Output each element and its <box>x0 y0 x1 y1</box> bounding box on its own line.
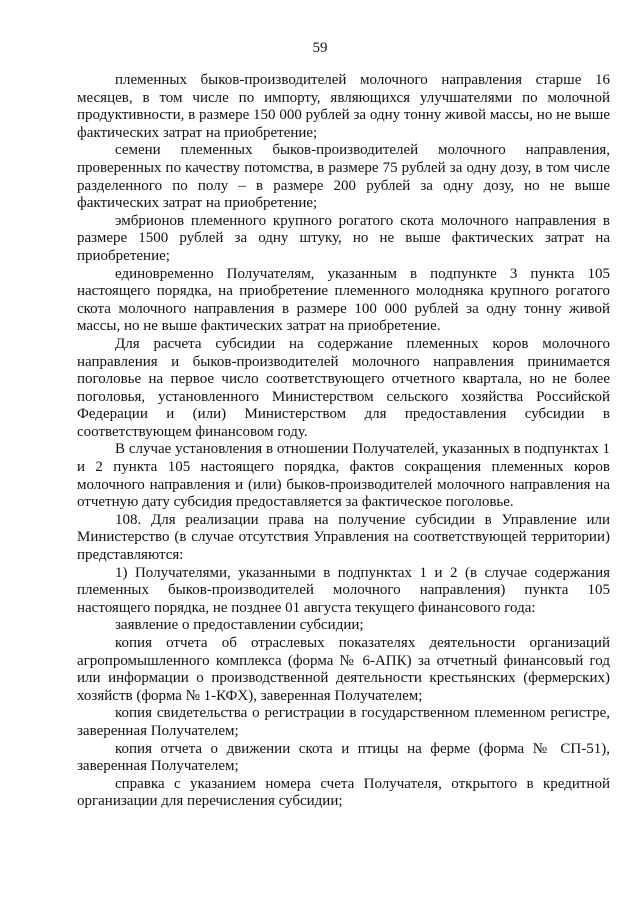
paragraph-livestock-reduction: В случае установления в отношении Получателей, указанных в подпунктах 1 и 2 пункта 105 настоящего порядка, фактов сокращения племенных коров молочного направления и (или) быков-производителей молочного направления на отчетную дату субсидия предоставляется за фактическое поголовье. <box>77 441 610 511</box>
paragraph-application: заявление о предоставлении субсидии; <box>115 617 364 634</box>
paragraph-young-stock-purchase: единовременно Получателям, указанным в подпункте 3 пункта 105 настоящего порядка, на приобретение племенного молодняка крупного рогатого скота молочного направления в размере 100 000 рублей за одну тонну живой массы, но не выше фактических затрат на приобретение. <box>77 265 610 335</box>
paragraph-item-1: 1) Получателями, указанными в подпунктах 1 и 2 (в случае содержания племенных быков-производителей молочного направления) пункта 105 настоящего порядка, не позднее 01 августа текущего финансового года: <box>77 564 610 616</box>
paragraph-section-108: 108. Для реализации права на получение субсидии в Управление или Министерство (в случае отсутствия Управления на соответствующей территории) представляются: <box>77 511 610 564</box>
paragraph-embryos-purchase: эмбрионов племенного крупного рогатого скота молочного направления в размере 1500 рублей за одну штуку, но не выше фактических затрат на приобретение; <box>77 212 610 264</box>
paragraph-bank-account-statement: справка с указанием номера счета Получателя, открытого в кредитной организации для перечисления субсидии; <box>77 775 610 810</box>
paragraph-livestock-movement-report: копия отчета о движении скота и птицы на ферме (форма № СП-51), заверенная Получателем; <box>77 740 610 775</box>
paragraph-registry-certificate: копия свидетельства о регистрации в государственном племенном регистре, заверенная Получателем; <box>77 705 610 739</box>
page-number: 59 <box>312 40 328 56</box>
paragraph-bulls-purchase: племенных быков-производителей молочного направления старше 16 месяцев, в том числе по импорту, являющихся улучшателями по молочной продуктивности, в размере 150 000 рублей за одну тонну живой массы, но не выше фактических затрат на приобретение; <box>77 72 610 141</box>
paragraph-semen-purchase: семени племенных быков-производителей молочного направления, проверенных по качеству потомства, в размере 75 рублей за одну дозу, в том числе разделенного по полу – в размере 200 рублей за одну дозу, но не выше фактических затрат на приобретение; <box>77 142 610 212</box>
paragraph-report-copy: копия отчета об отраслевых показателях деятельности организаций агропромышленного комплекса (форма № 6-АПК) за отчетный финансовый год или информации о производственной деятельности крестьянских (фермерских) хозяйств (форма № 1-КФХ), заверенная Получателем; <box>77 635 610 704</box>
paragraph-subsidy-calculation: Для расчета субсидии на содержание племенных коров молочного направления и быков-производителей молочного направления принимается поголовье на первое число соответствующего отчетного квартала, но не более поголовья, установленного Министерством сельского хозяйства Российской Федерации и (или) Министерством для предоставления субсидии в соответствующем финансовом году. <box>77 335 610 440</box>
document-body <box>77 72 610 811</box>
